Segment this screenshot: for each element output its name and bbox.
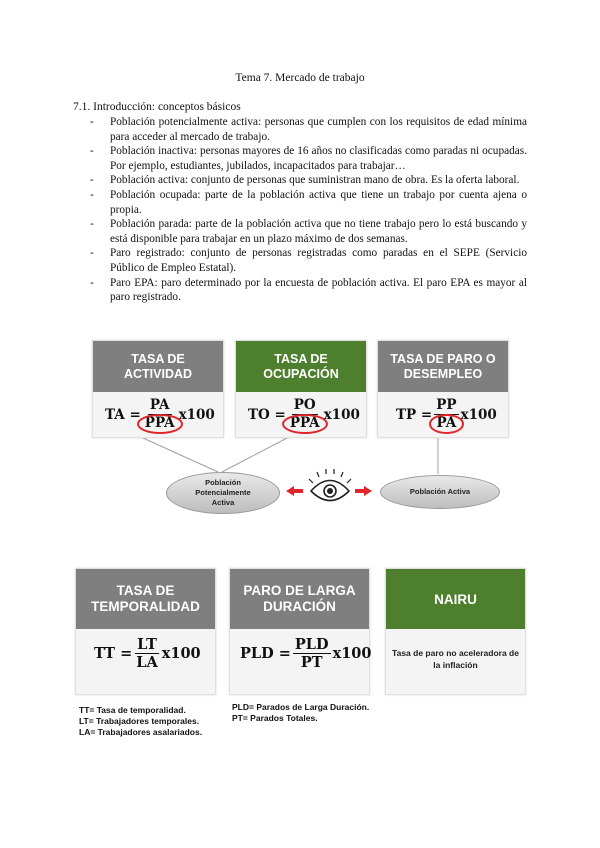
nairu-definition: Tasa de paro no aceleradora de la inflación [392, 648, 519, 670]
ellipse-poblacion-potencialmente-activa: Población Potencialmente Activa [166, 472, 280, 514]
formula-rhs: x100 [323, 406, 360, 423]
box-header: TASA DE OCUPACIÓN [236, 341, 366, 392]
legend-item: LA= Trabajadores asalariados. [79, 727, 203, 737]
connector-line [143, 438, 218, 472]
page-title: Tema 7. Mercado de trabajo [235, 72, 365, 84]
formula-lhs: TA = [105, 406, 141, 423]
list-item: - Población parada: parte de la población activa que no tiene trabajo pero lo está buscando y está disponible para trabajar en un plazo máximo de dos semanas. [90, 217, 527, 246]
formula-tp [396, 398, 497, 431]
formula-lhs: TT = [94, 645, 133, 662]
formula-lhs: PLD = [240, 645, 291, 662]
box-header: TASA DE ACTIVIDAD [93, 341, 223, 392]
formula-rhs: x100 [460, 406, 497, 423]
denominator-highlighted: PPA [144, 415, 175, 431]
denominator: PT [300, 654, 323, 671]
formula-tt [94, 637, 201, 670]
list-item: - Población inactiva: personas mayores de 16 años no clasificadas como paradas ni ocupadas. Por ejemplo, estudiantes, jubilados, incapacitados para trabajar… [90, 144, 527, 173]
fraction [434, 398, 458, 431]
fraction [293, 637, 331, 670]
formula-rhs: x100 [161, 645, 201, 662]
connector-line [222, 438, 287, 472]
numerator: LT [137, 636, 157, 653]
fraction [134, 637, 159, 670]
box-header: TASA DE TEMPORALIDAD [76, 569, 215, 629]
formula-lhs: TP = [396, 406, 433, 423]
concept-list [90, 115, 527, 305]
formula-rhs: x100 [178, 406, 215, 423]
list-item: - Población potencialmente activa: personas que cumplen con los requisitos de edad mínima para acceder al mercado de trabajo. [90, 115, 527, 144]
denominator-highlighted: PPA [289, 415, 320, 431]
box-tasa-actividad [92, 340, 224, 438]
section-heading: 7.1. Introducción: conceptos básicos [73, 101, 241, 113]
formula-rhs: x100 [332, 645, 372, 662]
box-tasa-paro [377, 340, 509, 438]
legend-item: PT= Parados Totales. [232, 713, 318, 723]
ellipse-poblacion-activa: Población Activa [380, 475, 500, 509]
denominator-highlighted: PA [436, 415, 457, 431]
arrow-right-icon [355, 486, 372, 496]
arrow-left-icon [286, 486, 303, 496]
eye-icon [309, 469, 351, 501]
box-header: NAIRU [386, 569, 525, 629]
numerator: PO [293, 397, 316, 413]
box-nairu [385, 568, 526, 695]
numerator: PA [149, 397, 170, 413]
formula-to [248, 398, 360, 431]
formula-ta [105, 398, 215, 431]
list-item: - Población activa: conjunto de personas que suministran mano de obra. Es la oferta laboral. [90, 173, 527, 188]
box-paro-larga-duracion [229, 568, 370, 695]
box-tasa-temporalidad [75, 568, 216, 695]
legend-item: TT= Tasa de temporalidad. [79, 705, 186, 715]
legend-item: PLD= Parados de Larga Duración. [232, 702, 370, 712]
list-item: - Población ocupada: parte de la población activa que tiene un trabajo por cuenta ajena o propia. [90, 188, 527, 217]
numerator: PLD [294, 636, 329, 653]
box-header: TASA DE PARO O DESEMPLEO [378, 341, 508, 392]
fraction [143, 398, 177, 431]
denominator: LA [136, 654, 158, 671]
legend-paro-larga-duracion [232, 702, 369, 724]
list-item: - Paro registrado: conjunto de personas registradas como paradas en el SEPE (Servicio Público de Empleo Estatal). [90, 246, 527, 275]
list-item: - Paro EPA: paro determinado por la encuesta de población activa. El paro EPA es mayor al paro registrado. [90, 276, 527, 305]
legend-temporalidad [79, 705, 202, 738]
numerator: PP [436, 397, 457, 413]
legend-item: LT= Trabajadores temporales. [79, 716, 200, 726]
box-header: PARO DE LARGA DURACIÓN [230, 569, 369, 629]
formula-lhs: TO = [248, 406, 286, 423]
fraction [288, 398, 322, 431]
formula-pld [240, 637, 371, 670]
box-tasa-ocupacion [235, 340, 367, 438]
